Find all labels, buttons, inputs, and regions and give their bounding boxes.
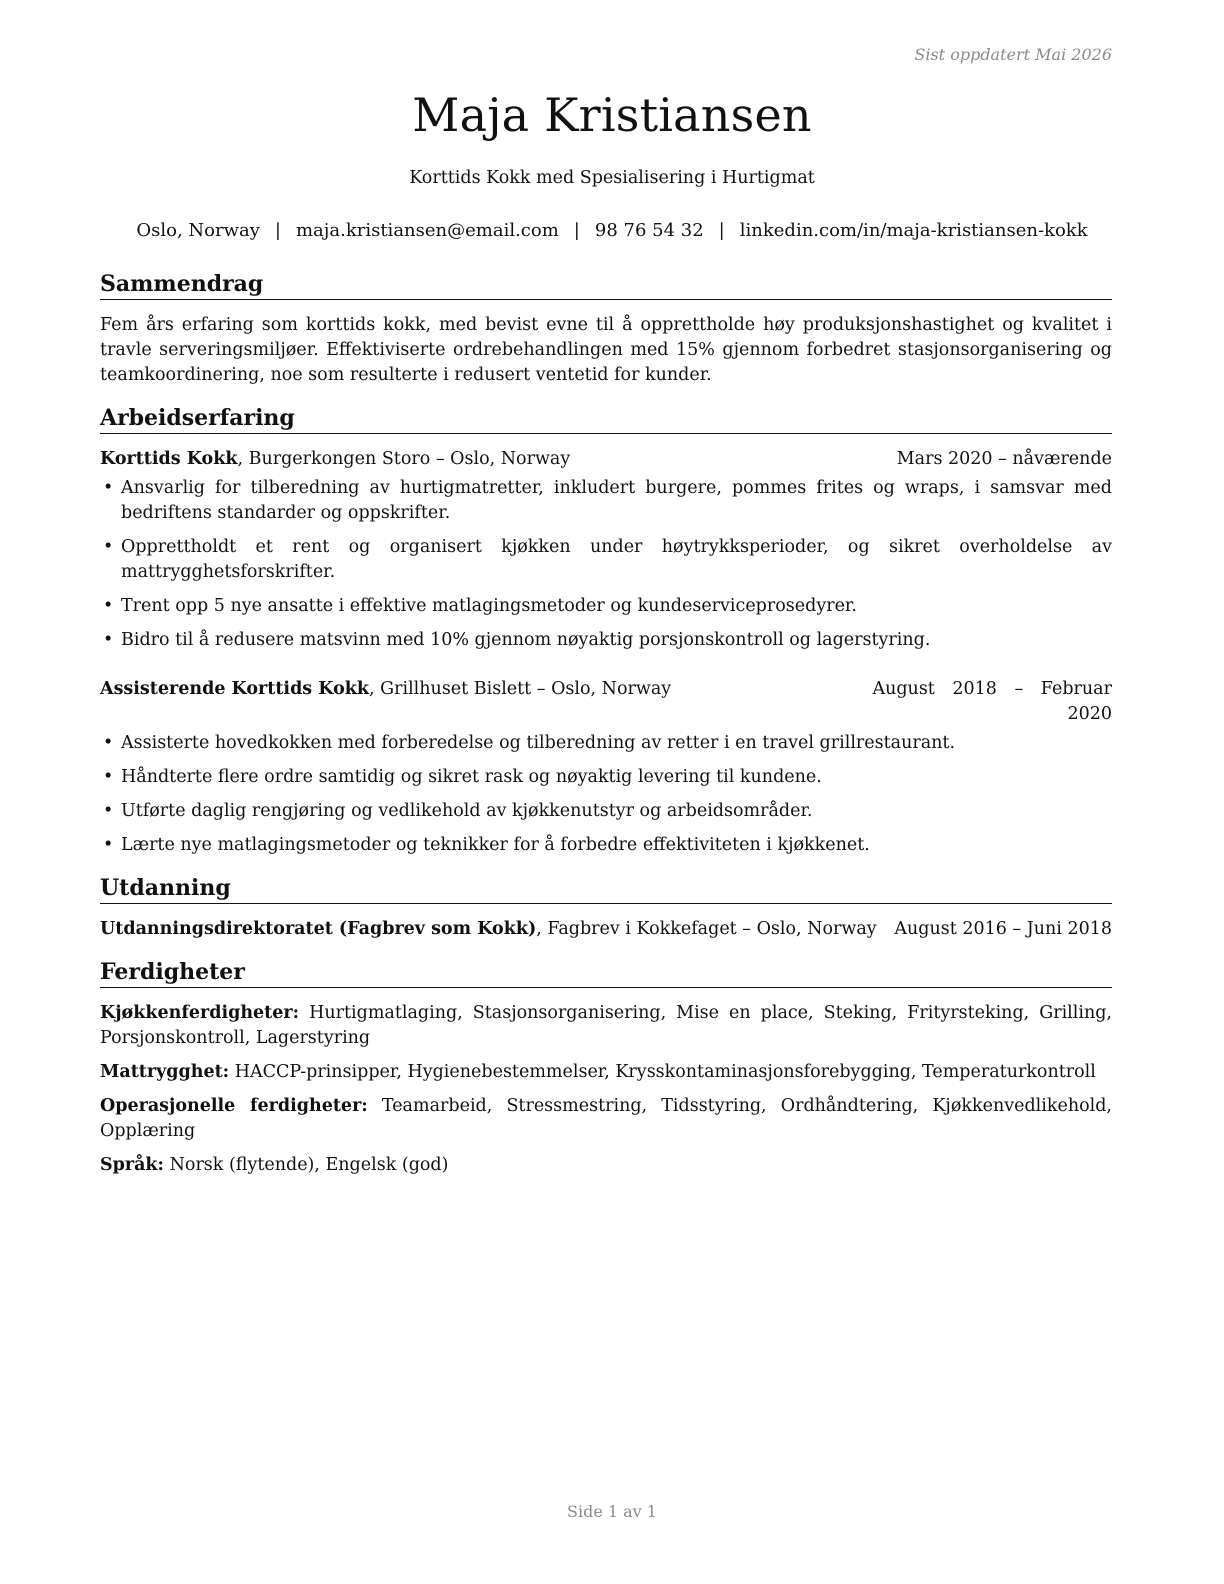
skill-value: Norsk (flytende), Engelsk (god) <box>164 1155 449 1175</box>
list-item <box>100 765 1112 790</box>
bullet-icon: • <box>103 733 114 753</box>
experience-section <box>100 404 1112 867</box>
contact-line <box>0 220 1224 241</box>
contact-phone: 98 76 54 32 <box>594 220 704 241</box>
bullet-text: Trent opp 5 nye ansatte i effektive matlagingsmetoder og kundeserviceprosedyrer. <box>121 596 857 616</box>
candidate-name: Maja Kristiansen <box>412 88 812 142</box>
job-header <box>100 677 1112 727</box>
contact-email[interactable]: maja.kristiansen@email.com <box>295 220 559 241</box>
bullet-icon: • <box>103 767 114 787</box>
skill-label: Operasjonelle ferdigheter: <box>100 1096 368 1116</box>
job-role: Korttids Kokk <box>100 449 238 469</box>
section-title-education: Utdanning <box>100 874 1112 904</box>
contact-separator: | <box>274 220 281 241</box>
section-title-skills: Ferdigheter <box>100 958 1112 988</box>
education-entry <box>100 917 1112 942</box>
job-bullets <box>100 476 1112 653</box>
bullet-text: Bidro til å redusere matsvinn med 10% gjennom nøyaktig porsjonskontroll og lagerstyring. <box>121 630 931 650</box>
skill-label: Mattrygghet: <box>100 1062 230 1082</box>
list-item <box>100 476 1112 526</box>
section-title-experience: Arbeidserfaring <box>100 404 1112 434</box>
bullet-text: Håndterte flere ordre samtidig og sikret rask og nøyaktig levering til kundene. <box>121 767 822 787</box>
contact-separator: | <box>573 220 580 241</box>
education-dates: August 2016 – Juni 2018 <box>894 919 1112 939</box>
job-entry <box>100 677 1112 858</box>
skills-list <box>100 1001 1112 1178</box>
page-number: Side 1 av 1 <box>567 1502 657 1521</box>
job-dates-line-2: 2020 <box>1067 704 1112 724</box>
list-item <box>100 799 1112 824</box>
candidate-title: Korttids Kokk med Spesialisering i Hurtigmat <box>409 168 815 188</box>
job-entry <box>100 447 1112 653</box>
list-item <box>100 594 1112 619</box>
job-role: Assisterende Korttids Kokk <box>100 679 370 699</box>
skill-row-food-safety <box>100 1060 1112 1085</box>
bullet-icon: • <box>103 596 114 616</box>
bullet-text: Assisterte hovedkokken med forberedelse og tilberedning av retter i en travel grillrestaurant. <box>121 733 956 753</box>
job-dates: Mars 2020 – nåværende <box>896 449 1112 469</box>
job-employer: , Burgerkongen Storo – Oslo, Norway <box>237 449 571 469</box>
job-dates-line-1: August 2018 – Februar <box>872 679 1112 699</box>
job-dates <box>872 677 1112 727</box>
bullet-text: Utførte daglig rengjøring og vedlikehold av kjøkkenutstyr og arbeidsområder. <box>121 801 813 821</box>
list-item <box>100 535 1112 585</box>
skill-label: Kjøkkenferdigheter: <box>100 1003 300 1023</box>
bullet-text: Ansvarlig for tilberedning av hurtigmatretter, inkludert burgere, pommes frites og wraps, i samsvar med bedriftens standarder og oppskrifter. <box>121 478 1112 523</box>
education-section <box>100 874 1112 942</box>
summary-section <box>100 270 1112 388</box>
skill-label: Språk: <box>100 1155 165 1175</box>
bullet-icon: • <box>103 537 114 557</box>
last-updated-note: Sist oppdatert Mai 2026 <box>914 45 1112 64</box>
job-header <box>100 447 1112 472</box>
skill-value: Teamarbeid, Stressmestring, Tidsstyring, Ordhåndtering, Kjøkkenvedlikehold, Opplæring <box>100 1096 1112 1141</box>
skill-row-operational <box>100 1094 1112 1144</box>
summary-text: Fem års erfaring som korttids kokk, med bevist evne til å opprettholde høy produksjonshastighet og kvalitet i travle serveringsmiljøer. Effektiviserte ordrebehandlingen med 15% gjennom forbedret stasjonsorganisering og teamkoordinering, noe som resulterte i redusert ventetid for kunder. <box>100 315 1112 385</box>
education-institution: Utdanningsdirektoratet (Fagbrev som Kokk) <box>100 919 537 939</box>
skill-value: Hurtigmatlaging, Stasjonsorganisering, Mise en place, Steking, Frityrsteking, Grilling, Porsjonskontroll, Lagerstyring <box>100 1003 1112 1048</box>
contact-separator: | <box>718 220 725 241</box>
contact-linkedin[interactable]: linkedin.com/in/maja-kristiansen-kokk <box>739 220 1088 241</box>
list-item <box>100 731 1112 756</box>
skill-row-languages <box>100 1153 1112 1178</box>
bullet-icon: • <box>103 630 114 650</box>
bullet-text: Lærte nye matlagingsmetoder og teknikker for å forbedre effektiviteten i kjøkkenet. <box>121 835 870 855</box>
contact-location: Oslo, Norway <box>136 220 260 241</box>
bullet-icon: • <box>103 835 114 855</box>
skills-section <box>100 958 1112 1187</box>
list-item <box>100 628 1112 653</box>
section-title-summary: Sammendrag <box>100 270 1112 300</box>
bullet-text: Opprettholdt et rent og organisert kjøkken under høytrykksperioder, og sikret overholdelse av mattrygghetsforskrifter. <box>121 537 1112 582</box>
education-detail: , Fagbrev i Kokkefaget – Oslo, Norway <box>536 919 877 939</box>
job-employer: , Grillhuset Bislett – Oslo, Norway <box>369 679 672 699</box>
job-bullets <box>100 731 1112 858</box>
bullet-icon: • <box>103 801 114 821</box>
list-item <box>100 833 1112 858</box>
bullet-icon: • <box>103 478 114 498</box>
skill-row-kitchen <box>100 1001 1112 1051</box>
skill-value: HACCP-prinsipper, Hygienebestemmelser, Krysskontaminasjonsforebygging, Temperaturkontroll <box>229 1062 1096 1082</box>
